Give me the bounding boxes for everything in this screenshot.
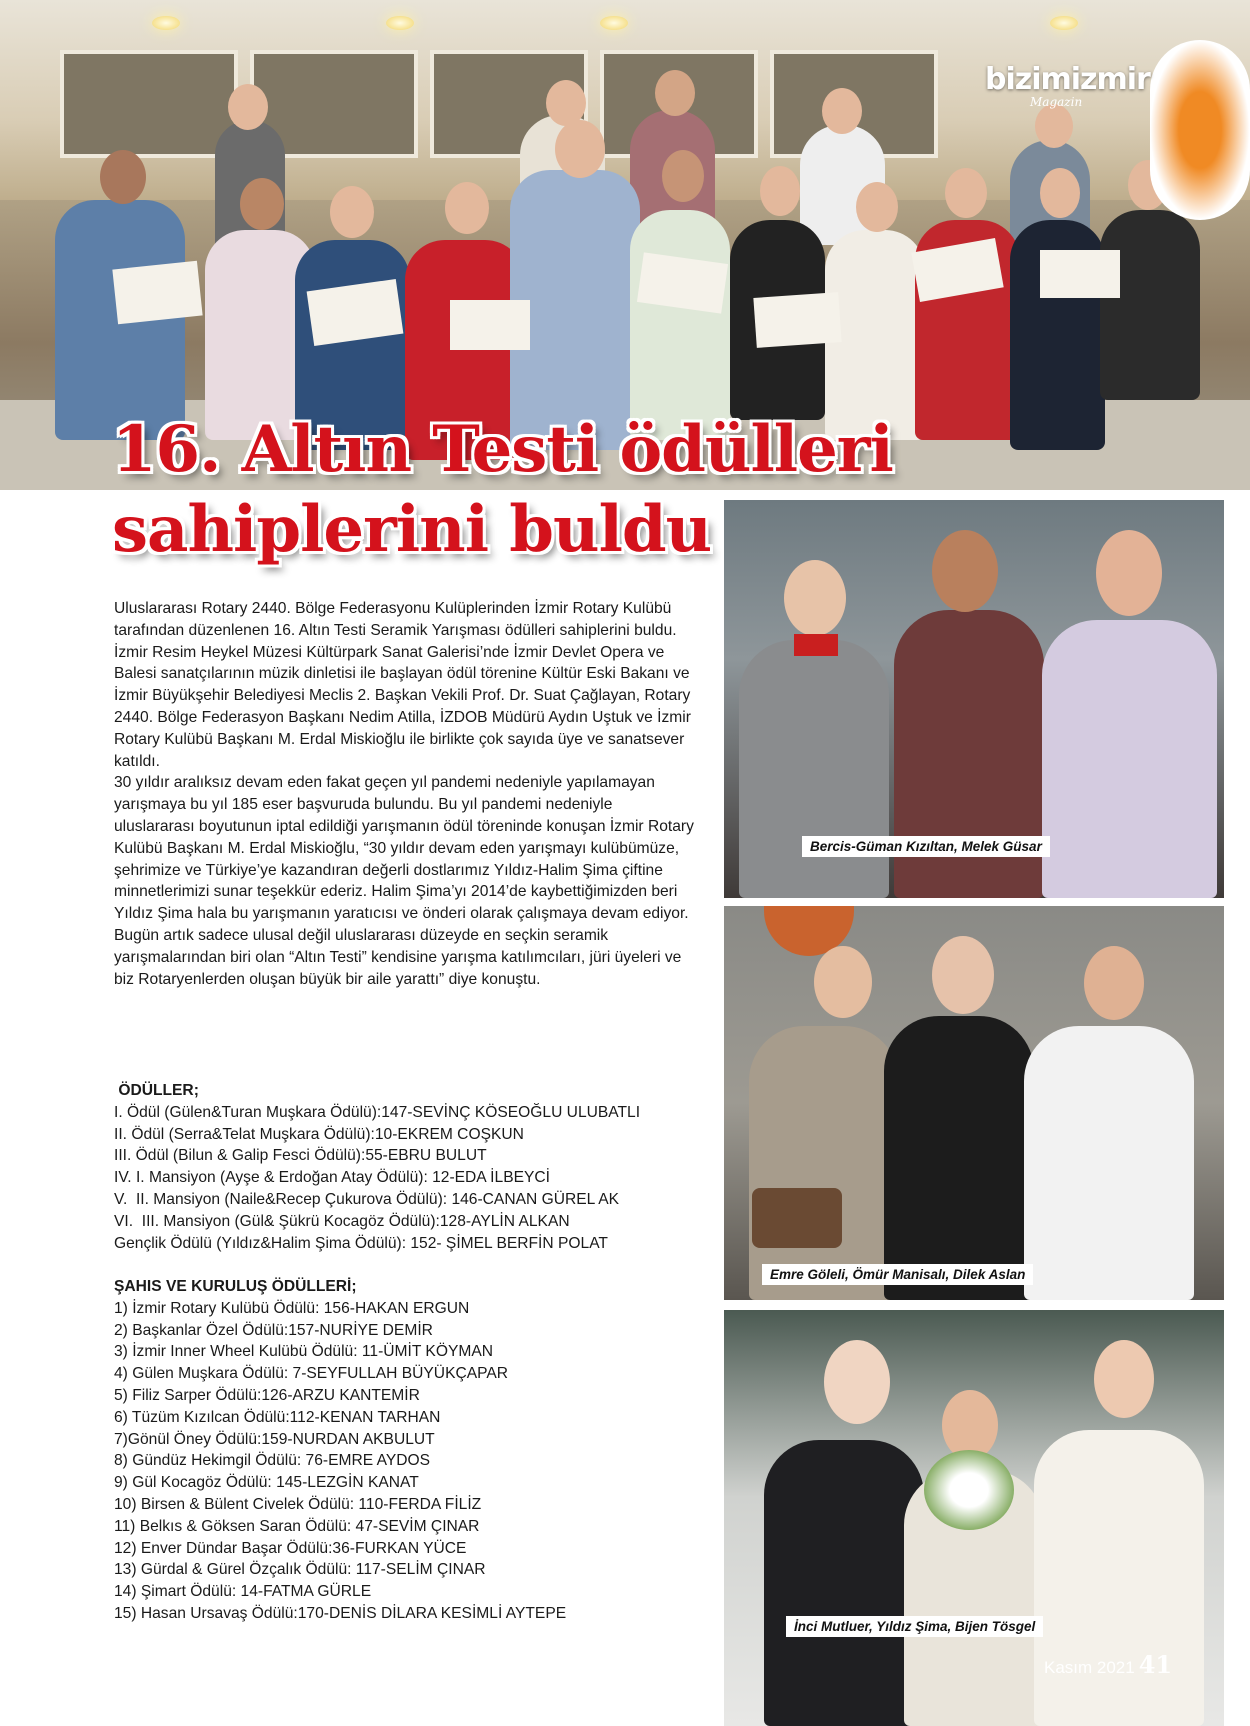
person [1034, 1430, 1204, 1726]
issue-month: Kasım 2021 [1044, 1658, 1135, 1677]
article-title-line-1: 16. Altın Testi ödülleri [112, 412, 893, 487]
person-head [655, 70, 695, 116]
page-number: 41 [1138, 1650, 1173, 1679]
red-scarf [794, 634, 838, 656]
page-footer [1044, 1650, 1172, 1679]
photo-caption: Emre Göleli, Ömür Manisalı, Dilek Aslan [762, 1264, 1033, 1285]
award-item: I. Ödül (Gülen&Turan Muşkara Ödülü):147-SEVİNÇ KÖSEOĞLU ULUBATLI [114, 1103, 641, 1121]
personal-award-item: 10) Birsen & Bülent Civelek Ödülü: 110-FERDA FİLİZ [114, 1495, 482, 1513]
window [60, 50, 238, 158]
personal-award-item: 3) İzmir Inner Wheel Kulübü Ödülü: 11-ÜMİT KÖYMAN [114, 1343, 494, 1361]
ceiling-lamp [152, 16, 180, 30]
flower-wreath [1150, 40, 1250, 220]
certificate [450, 300, 530, 350]
award-item: V. II. Mansiyon (Naile&Recep Çukurova Ödülü): 146-CANAN GÜREL AK [114, 1190, 619, 1208]
person [1024, 1026, 1194, 1300]
personal-awards-list [114, 1276, 714, 1625]
ceiling-lamp [386, 16, 414, 30]
person-head [240, 178, 284, 230]
ceiling-lamp [600, 16, 628, 30]
person [739, 640, 889, 898]
person-head [814, 946, 872, 1018]
personal-award-item: 13) Gürdal & Gürel Özçalık Ödülü: 117-SELİM ÇINAR [114, 1561, 486, 1579]
personal-award-item: 8) Gündüz Hekimgil Ödülü: 76-EMRE AYDOS [114, 1452, 431, 1470]
person-head [824, 1340, 890, 1424]
personal-award-item: 5) Filiz Sarper Ödülü:126-ARZU KANTEMİR [114, 1386, 420, 1404]
photo-caption: Bercis-Güman Kızıltan, Melek Güsar [802, 836, 1050, 857]
person-head [662, 150, 704, 202]
person-head [932, 936, 994, 1014]
certificate [112, 261, 202, 325]
person-head [945, 168, 987, 218]
paragraph: Uluslararası Rotary 2440. Bölge Federasyonu Kulüplerinden İzmir Rotary Kulübü tarafından düzenlenen 16. Altın Testi Seramik Yarışması ödülleri sahiplerini buldu. [114, 600, 677, 639]
person-head [856, 182, 898, 232]
magazine-logo-subtitle: Magazin [1030, 95, 1083, 109]
person [749, 1026, 899, 1300]
article-body [114, 598, 694, 990]
person-head [1035, 104, 1073, 148]
certificate [1040, 250, 1120, 298]
award-item: III. Ödül (Bilun & Galip Fesci Ödülü):55-EBRU BULUT [114, 1147, 487, 1165]
person-head [555, 120, 605, 178]
personal-award-item: 7)Gönül Öney Ödülü:159-NURDAN AKBULUT [114, 1430, 435, 1448]
personal-award-item: 6) Tüzüm Kızılcan Ödülü:112-KENAN TARHAN [114, 1408, 441, 1426]
personal-award-item: 12) Enver Dündar Başar Ödülü:36-FURKAN YÜCE [114, 1539, 467, 1557]
certificate [753, 292, 841, 348]
person-head [822, 88, 862, 134]
handbag [752, 1188, 842, 1248]
photo-1 [724, 500, 1224, 898]
person-head [330, 186, 374, 238]
article-title-line-2: sahiplerini buldu [112, 492, 712, 567]
personal-award-item: 9) Gül Kocagöz Ödülü: 145-LEZGİN KANAT [114, 1474, 419, 1492]
photo-3 [724, 1310, 1224, 1726]
award-item: IV. I. Mansiyon (Ayşe & Erdoğan Atay Ödülü): 12-EDA İLBEYCİ [114, 1169, 550, 1187]
person [1042, 620, 1217, 898]
personal-award-item: 14) Şimart Ödülü: 14-FATMA GÜRLE [114, 1583, 372, 1601]
personal-award-item: 11) Belkıs & Göksen Saran Ödülü: 47-SEVİM ÇINAR [114, 1517, 480, 1535]
person [884, 1016, 1034, 1300]
personal-award-item: 1) İzmir Rotary Kulübü Ödülü: 156-HAKAN ERGUN [114, 1299, 470, 1317]
personal-award-item: 4) Gülen Muşkara Ödülü: 7-SEYFULLAH BÜYÜKÇAPAR [114, 1365, 509, 1383]
awards-list [114, 1080, 714, 1254]
personal-award-item: 2) Başkanlar Özel Ödülü:157-NURİYE DEMİR [114, 1321, 433, 1339]
award-item: Gençlik Ödülü (Yıldız&Halim Şima Ödülü): 152- ŞİMEL BERFİN POLAT [114, 1234, 608, 1252]
personal-award-item: 15) Hasan Ursavaş Ödülü:170-DENİS DİLARA KESİMLİ AYTEPE [114, 1604, 567, 1622]
awards-heading: ÖDÜLLER; [114, 1082, 199, 1099]
person-head [1040, 168, 1080, 218]
flower-bouquet [924, 1450, 1014, 1530]
person-head [932, 530, 998, 612]
person [1100, 210, 1200, 400]
paragraph: 30 yıldır aralıksız devam eden fakat geçen yıl pandemi nedeniyle yapılamayan yarışmaya bu yıl 185 eser başvuruda bulundu. Bu yıl pandemi nedeniyle uluslararası boyutunun iptal edildiği yarışmanın ödül töreninde konuşan İzmir Rotary Kulübü Başkanı M. Erdal Miskioğlu, “30 yıldır devam eden yarışmayı kulübümüze, şehrimize ve Türkiye’ye kazandıran değerli dostlarımız Yıldız-Halim Şima çiftine minnetlerimizi sunar teşekkür ederiz. Halim Şima’yı 2014’de kaybettiğimizden beri Yıldız Şima hala bu yarışmanın yaratıcısı ve önderi olarak çalışmaya devam ediyor. Bugün artık sadece ulusal değil uluslararası düzeyde en seçkin seramik yarışmalarından biri olan “Altın Testi” kendisine yarışma katılımcıları, jüri üyeleri ve biz Rotaryenlerden oluşan büyük bir aile yarattı” diye konuştu. [114, 774, 694, 988]
person-head [1096, 530, 1162, 616]
person-head [228, 84, 268, 130]
person-head [100, 150, 146, 204]
award-item: VI. III. Mansiyon (Gül& Şükrü Kocagöz Ödülü):128-AYLİN ALKAN [114, 1212, 570, 1230]
person [764, 1440, 924, 1726]
photo-2 [724, 906, 1224, 1300]
person-head [445, 182, 489, 234]
personal-awards-heading: ŞAHIS VE KURULUŞ ÖDÜLLERİ; [114, 1278, 357, 1295]
person-head [760, 166, 800, 216]
person-head [1084, 946, 1144, 1020]
person-head [784, 560, 846, 636]
person-head [1094, 1340, 1154, 1418]
person [630, 210, 730, 440]
ceiling-lamp [1050, 16, 1078, 30]
magazine-logo: bizimizmir [985, 62, 1150, 97]
photo-caption: İnci Mutluer, Yıldız Şima, Bijen Tösgel [786, 1616, 1043, 1637]
award-item: II. Ödül (Serra&Telat Muşkara Ödülü):10-EKREM COŞKUN [114, 1125, 524, 1143]
paragraph: İzmir Resim Heykel Müzesi Kültürpark Sanat Galerisi’nde İzmir Devlet Opera ve Balesi sanatçılarının müzik dinletisi ile başlayan ödül törenine Kültür Eski Bakanı ve İzmir Büyükşehir Belediyesi Meclis 2. Başkan Vekili Prof. Dr. Suat Çağlayan, Rotary 2440. Bölge Federasyon Başkanı Nedim Atilla, İZDOB Müdürü Aydın Uştuk ve İzmir Rotary Kulübü Başkanı M. Erdal Miskioğlu ile birlikte çok sayıda üye ve sanatsever katıldı. [114, 643, 691, 770]
